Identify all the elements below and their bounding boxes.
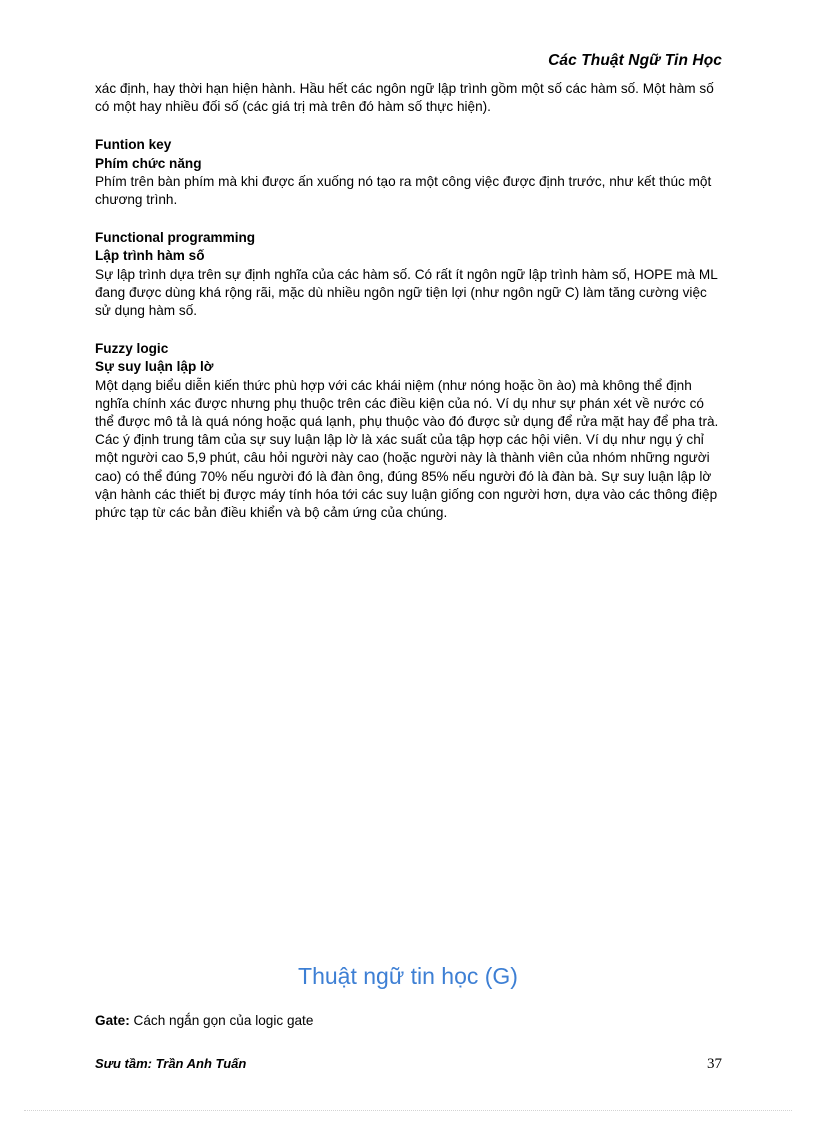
definition-paragraph: Các ý định trung tâm của sự suy luận lập lờ là xác suất của tập hợp các hội viên. Ví dụ như ngụ ý chỉ một người cao 5,9 phút, câu hỏi người này cao (hoặc người này là thành viên của nhóm những người cao) có thể đúng 70% nếu người đó là đàn ông, đúng 85% nếu người đó là đàn bà. Sự suy luận lập lờ vận hành các thiết bị được máy tính hóa tới các suy luận giống con người hơn, dựa vào các thông điệp phức tạp từ các bản điều khiển và bộ cảm ứng của chúng. <box>95 432 718 521</box>
term-english: Functional programming <box>95 230 256 246</box>
term-english: Fuzzy logic <box>95 341 169 357</box>
definition-text: Cách ngắn gọn của logic gate <box>129 1013 314 1028</box>
footer-author: Sưu tầm: Trần Anh Tuấn <box>95 1056 247 1071</box>
glossary-entry-fuzzy-logic <box>95 340 723 522</box>
running-header-title: Các Thuật Ngữ Tin Học <box>548 52 722 69</box>
term-vietnamese: Phím chức năng <box>95 155 202 171</box>
definition-paragraph: Phím trên bàn phím mà khi được ấn xuống nó tạo ra một công việc được định trước, như kết thúc một chương trình. <box>95 173 712 208</box>
glossary-entry-function-key <box>95 136 723 209</box>
glossary-entry-gate <box>95 1013 313 1028</box>
page-body <box>95 80 723 522</box>
definition-paragraph: Sự lập trình dựa trên sự định nghĩa của các hàm số. Có rất ít ngôn ngữ lập trình hàm số, HOPE mà ML đang được dùng khá rộng rãi, mặc dù nhiều ngôn ngữ tiện lợi (như ngôn ngữ C) làm tăng cường việc sử dụng hàm số. <box>95 266 718 319</box>
term-vietnamese: Sự suy luận lập lờ <box>95 359 214 375</box>
section-heading: Thuật ngữ tin học (G) <box>298 963 518 989</box>
term-english: Gate: <box>95 1013 130 1028</box>
term-english: Funtion key <box>95 137 172 153</box>
glossary-entry-functional-programming <box>95 229 723 320</box>
page-number: 37 <box>707 1056 722 1072</box>
definition-paragraph: Một dạng biểu diễn kiến thức phù hợp với các khái niệm (như nóng hoặc ồn ào) mà không thể định nghĩa chính xác được nhưng phụ thuộc trên các điều kiện của nó. Ví dụ như sự phán xét về nước có thể được mô tả là quá nóng hoặc quá lạnh, phụ thuộc vào đó được sử dụng để rửa mặt hay để pha trà. <box>95 377 719 430</box>
footer-divider <box>24 1110 792 1111</box>
continuation-paragraph: xác định, hay thời hạn hiện hành. Hầu hết các ngôn ngữ lập trình gồm một số các hàm số. Một hàm số có một hay nhiều đối số (các giá trị mà trên đó hàm số thực hiện). <box>95 81 714 115</box>
term-vietnamese: Lập trình hàm số <box>95 248 205 264</box>
